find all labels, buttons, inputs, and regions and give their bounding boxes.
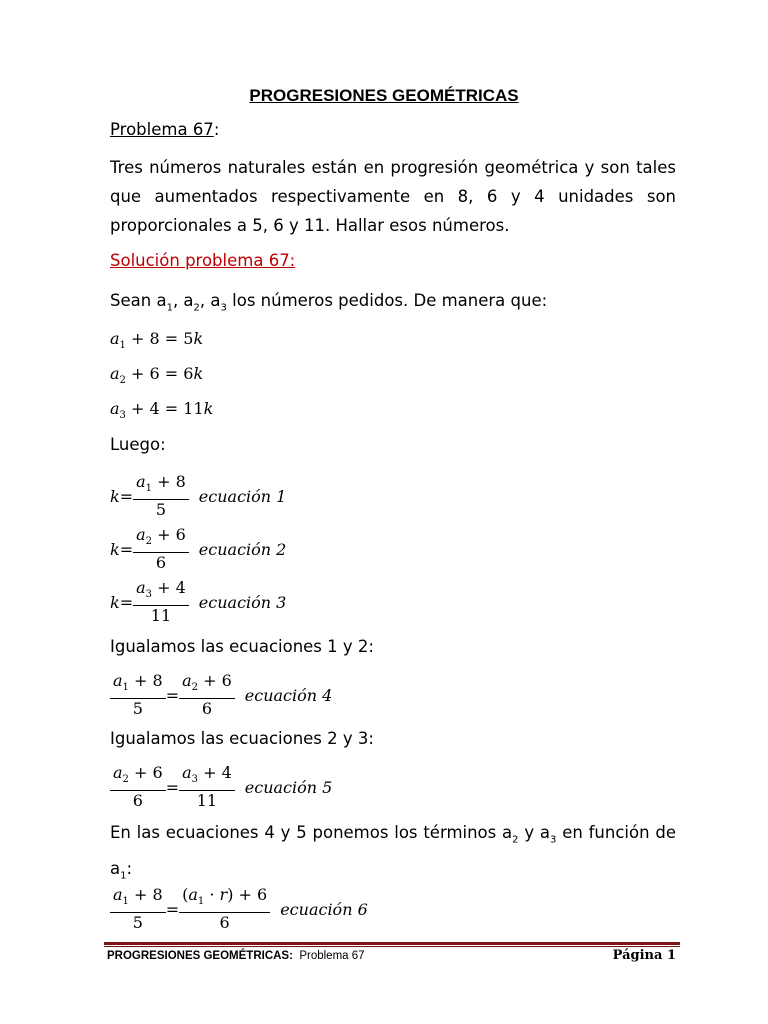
- num-var: a: [182, 763, 192, 782]
- equation-5: [110, 763, 332, 811]
- num-sub: 2: [122, 774, 129, 786]
- denominator: 5: [132, 699, 143, 719]
- num-add: + 6: [233, 885, 268, 904]
- equation-label: ecuación 2: [198, 539, 287, 559]
- num-var: a: [188, 885, 198, 904]
- funcion-part: en función de a: [110, 823, 676, 879]
- eq-rest: + 6 = 6: [125, 364, 194, 383]
- numerator: [110, 885, 166, 913]
- numerator: [179, 671, 235, 699]
- intro-part: Sean a: [110, 291, 167, 310]
- paren-open: (: [182, 885, 189, 904]
- num-add: + 8: [152, 472, 186, 491]
- equation-label: ecuación 1: [198, 486, 287, 506]
- footer-rule-thin: [104, 946, 680, 947]
- page-title: PROGRESIONES GEOMÉTRICAS: [249, 86, 519, 105]
- num-add: + 8: [128, 885, 163, 904]
- intro-sub: 1: [166, 302, 173, 314]
- eq-sub: 2: [119, 375, 126, 387]
- equation-2: [110, 364, 203, 386]
- eq-var: a: [110, 329, 120, 348]
- k-equation-2: [110, 525, 286, 573]
- num-add: + 8: [128, 671, 163, 690]
- num-var: a: [113, 885, 123, 904]
- intro-part: los números pedidos. De manera que:: [226, 291, 548, 310]
- fraction-right: [179, 885, 270, 933]
- eq-var: a: [110, 364, 120, 383]
- numerator: [179, 885, 270, 913]
- fraction: [133, 472, 189, 520]
- ratio-r: r: [219, 885, 228, 904]
- k-equation-1: [110, 472, 286, 520]
- intro-part: , a: [199, 291, 221, 310]
- equation-label: ecuación 5: [244, 777, 333, 797]
- footer-title: PROGRESIONES GEOMÉTRICAS:: [107, 950, 293, 962]
- intro-sub: 2: [193, 302, 200, 314]
- num-add: + 6: [198, 671, 232, 690]
- funcion-sub: 1: [120, 870, 127, 882]
- funcion-sub: 2: [512, 834, 519, 846]
- eq-k: k: [203, 399, 214, 418]
- intro-text: [110, 291, 547, 313]
- fraction-right: [179, 763, 235, 811]
- fraction-left: [110, 671, 166, 719]
- k-symbol: k: [110, 539, 120, 559]
- num-sub: 2: [191, 682, 199, 694]
- eq-k: k: [193, 364, 204, 383]
- k-symbol: k: [110, 486, 120, 506]
- num-sub: 3: [191, 774, 199, 786]
- denominator: 5: [132, 913, 143, 933]
- footer-rule-thick: [104, 942, 680, 945]
- denominator: 11: [196, 791, 218, 811]
- numerator: [133, 525, 189, 553]
- equation-1: [110, 329, 203, 351]
- problem-heading: [110, 120, 219, 139]
- numerator: [110, 671, 166, 699]
- num-var: a: [136, 525, 146, 544]
- funcion-text: [110, 818, 676, 891]
- num-add: + 4: [198, 763, 232, 782]
- num-add: + 6: [152, 525, 186, 544]
- num-add: + 4: [152, 578, 186, 597]
- intro-sub: 3: [220, 302, 227, 314]
- eq-var: a: [110, 399, 120, 418]
- num-sub: 1: [145, 483, 153, 495]
- problem-colon: :: [213, 120, 220, 139]
- funcion-part: :: [126, 859, 133, 879]
- intro-part: , a: [172, 291, 194, 310]
- numerator: [133, 472, 189, 500]
- num-sub: 1: [122, 896, 129, 908]
- luego-text: Luego:: [110, 435, 166, 454]
- num-var: a: [182, 671, 192, 690]
- eq-rest: + 8 = 5: [125, 329, 194, 348]
- denominator: 6: [132, 791, 143, 811]
- funcion-part: En las ecuaciones 4 y 5 ponemos los términos a: [110, 823, 513, 842]
- num-add: + 6: [128, 763, 163, 782]
- igualamos-23-text: Igualamos las ecuaciones 2 y 3:: [110, 729, 374, 748]
- num-var: a: [113, 671, 123, 690]
- funcion-sub: 3: [550, 834, 557, 846]
- k-symbol: k: [110, 592, 120, 612]
- dot-operator: ·: [204, 885, 220, 904]
- igualamos-12-text: Igualamos las ecuaciones 1 y 2:: [110, 637, 374, 656]
- eq-rest: + 4 = 11: [125, 399, 204, 418]
- equation-label: ecuación 4: [244, 685, 333, 705]
- fraction-right: [179, 671, 235, 719]
- equals-sign: =: [165, 777, 180, 797]
- footer-left: [107, 950, 365, 962]
- equals-sign: =: [119, 592, 134, 612]
- equals-sign: =: [165, 899, 180, 919]
- denominator: 11: [150, 606, 172, 626]
- denominator: 6: [219, 913, 230, 933]
- footer-problem: Problema 67: [299, 950, 365, 962]
- problem-statement: Tres números naturales están en progresión geométrica y son tales que aumentados respectivamente en 8, 6 y 4 unidades son proporcionales a 5, 6 y 11. Hallar esos números.: [110, 158, 676, 235]
- equation-6: [110, 885, 368, 933]
- equation-3: [110, 399, 213, 421]
- denominator: 6: [201, 699, 213, 719]
- num-var: a: [136, 578, 146, 597]
- denominator: 5: [155, 500, 167, 520]
- eq-k: k: [193, 329, 204, 348]
- num-sub: 1: [122, 682, 129, 694]
- fraction-left: [110, 885, 166, 933]
- page-number: Página 1: [612, 948, 676, 963]
- equals-sign: =: [119, 539, 134, 559]
- eq-sub: 1: [119, 340, 126, 352]
- fraction: [133, 525, 189, 573]
- fraction: [133, 578, 189, 626]
- num-sub: 3: [145, 589, 153, 601]
- fraction-left: [110, 763, 166, 811]
- equation-label: ecuación 6: [280, 899, 368, 919]
- equals-sign: =: [165, 685, 180, 705]
- equation-label: ecuación 3: [198, 592, 287, 612]
- num-var: a: [113, 763, 123, 782]
- k-equation-3: [110, 578, 286, 626]
- problem-label: Problema 67: [110, 120, 214, 139]
- num-sub: 2: [145, 536, 153, 548]
- paren-close: ): [227, 885, 234, 904]
- numerator: [179, 763, 235, 791]
- num-var: a: [136, 472, 146, 491]
- funcion-part: y a: [518, 823, 551, 842]
- numerator: [110, 763, 166, 791]
- equals-sign: =: [119, 486, 134, 506]
- equation-4: [110, 671, 332, 719]
- solution-heading: Solución problema 67:: [110, 251, 296, 270]
- eq-sub: 3: [119, 410, 126, 422]
- numerator: [133, 578, 189, 606]
- num-sub: 1: [197, 896, 205, 908]
- denominator: 6: [155, 553, 167, 573]
